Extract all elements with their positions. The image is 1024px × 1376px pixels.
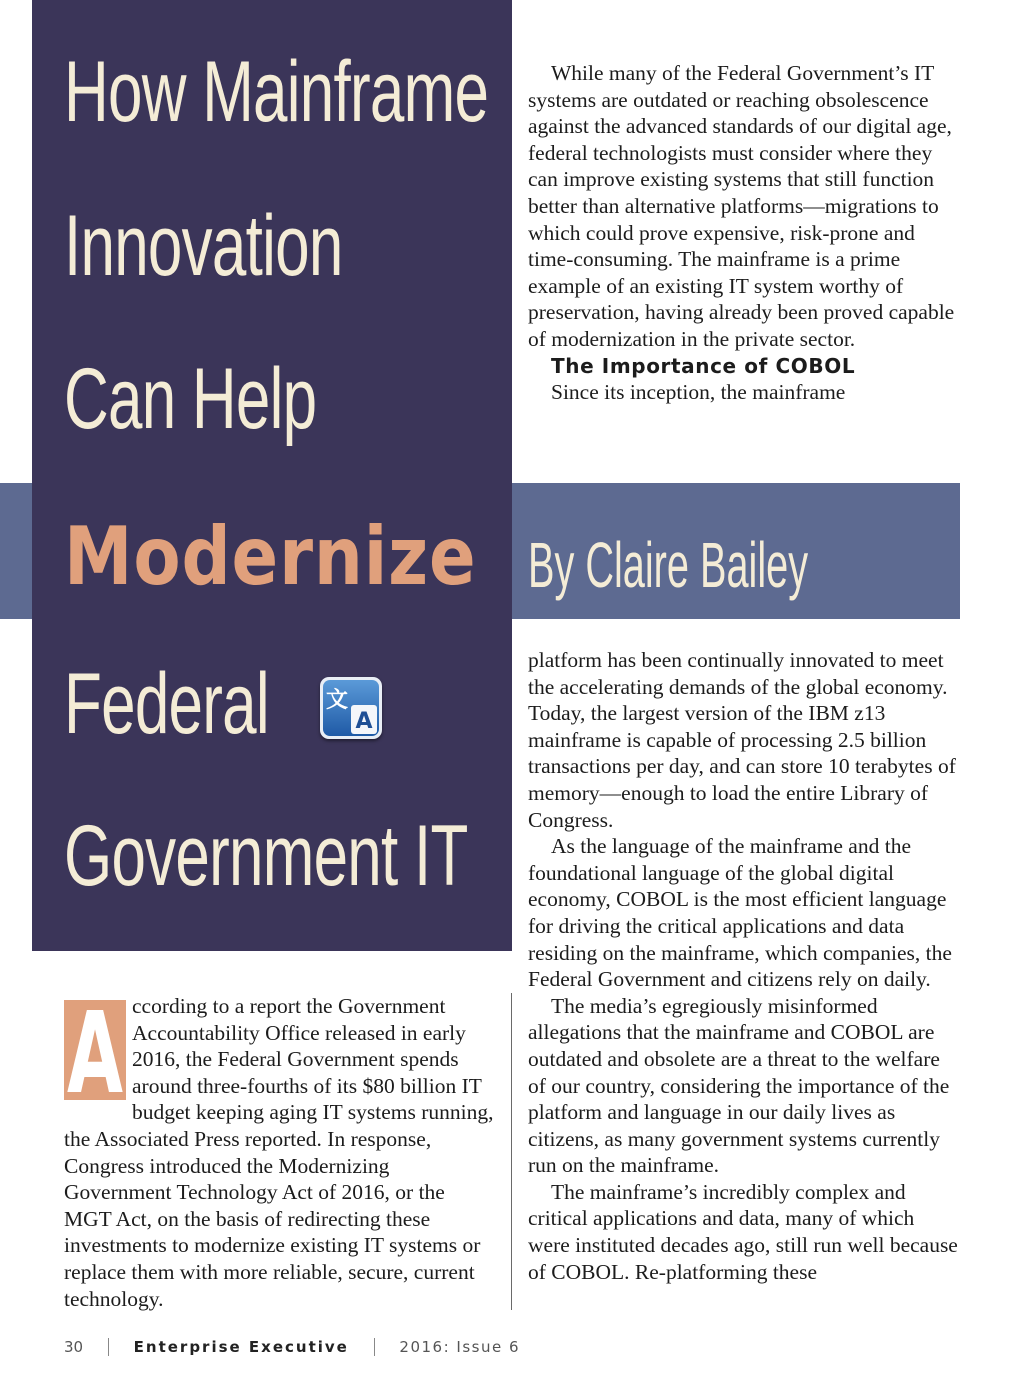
right-column <box>528 647 960 1285</box>
intro-paragraph: While many of the Federal Government’s IT systems are outdated or reaching obsolescence against the advanced standards of our digital age, federal technologists must consider where they can improve existing systems that still function better than alternative platforms—migrations to which could prove expensive, risk-prone and time-consuming. The mainframe is a prime example of an existing IT system worthy of preservation, having already been proved capable of modernization in the private sector. <box>528 61 955 351</box>
translate-icon[interactable] <box>320 677 382 739</box>
magazine-name: Enterprise Executive <box>133 1337 349 1356</box>
page-number: 30 <box>64 1337 84 1356</box>
lead-paragraph: ccording to a report the Government Accountability Office released in early 2016, the Federal Government spends around three-fourths of its $80 billion IT budget keeping aging IT systems running, the Associated Press reported. In response, Congress introduced the Modernizing Government Technology Act of 2016, or the MGT Act, on the basis of redirecting these investments to modernize existing IT systems or replace them with more reliable, secure, current technology. <box>64 994 494 1311</box>
continued-paragraph: Since its inception, the mainframe <box>551 379 846 404</box>
translate-icon-graphic <box>320 677 382 739</box>
byline: By Claire Bailey <box>528 529 809 601</box>
drop-cap <box>64 989 126 1119</box>
title-line-accent: Modernize <box>64 510 477 603</box>
svg-text:A: A <box>355 709 373 734</box>
left-column <box>64 989 496 1312</box>
body-paragraph: As the language of the mainframe and the foundational language of the global digital economy, COBOL is the most efficient language for driving the critical applications and data residing on the mainframe, which companies, the Federal Government and citizens rely on daily. <box>528 834 952 992</box>
drop-cap-letter: A <box>67 989 124 1119</box>
svg-text:文: 文 <box>325 688 349 713</box>
subhead-importance-of-cobol: The Importance of COBOL <box>551 353 856 378</box>
title-line-3: Can Help <box>64 351 317 447</box>
title-line-5: Federal <box>64 656 269 752</box>
title-line-2: Innovation <box>64 198 343 294</box>
issue-label: 2016: Issue 6 <box>399 1337 521 1356</box>
continuation-paragraph: platform has been continually innovated to meet the accelerating demands of the global economy. Today, the largest version of the IBM z13 mainframe is capable of processing 2.5 billion transactions per day, and can store 10 terabytes of memory—enough to load the entire Library of Congress. <box>528 648 956 832</box>
title-line-6: Government IT <box>64 808 468 904</box>
page-footer <box>64 1334 520 1358</box>
footer-divider <box>108 1338 109 1356</box>
column-divider <box>511 993 512 1310</box>
title-line-1: How Mainframe <box>64 44 489 140</box>
footer-divider <box>374 1338 375 1356</box>
body-paragraph: The media’s egregiously misinformed allegations that the mainframe and COBOL are outdated and obsolete are a threat to the welfare of our country, considering the importance of the platform and language in our daily lives as citizens, as many government systems currently run on the mainframe. <box>528 993 950 1178</box>
intro-column-top <box>528 60 960 405</box>
body-paragraph: The mainframe’s incredibly complex and critical applications and data, many of which were instituted decades ago, still run well because of COBOL. Re-platforming these <box>528 1179 958 1284</box>
